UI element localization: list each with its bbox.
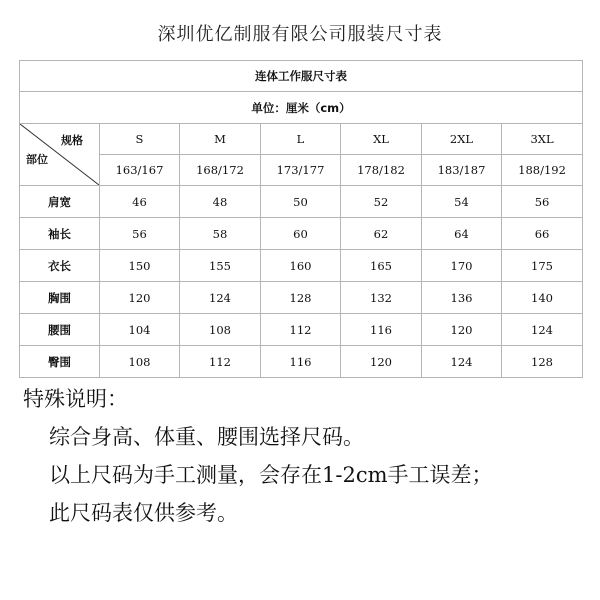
size-cell: M [180, 124, 261, 155]
value-cell: 52 [341, 186, 422, 218]
unit-label: 单位：厘米（cm） [20, 92, 583, 124]
height-cell: 163/167 [100, 155, 180, 186]
note-line: 此尺码表仅供参考。 [49, 501, 238, 525]
special-notes [23, 380, 493, 532]
table-title-row [20, 61, 583, 92]
page-title: 深圳优亿制服有限公司服装尺寸表 [157, 24, 443, 45]
size-header-row [20, 124, 583, 155]
value-cell: 124 [180, 282, 261, 314]
corner-part-label: 部位 [26, 153, 48, 166]
size-cell: 3XL [502, 124, 583, 155]
note-line: 综合身高、体重、腰围选择尺码。 [49, 425, 364, 449]
value-cell: 160 [261, 250, 341, 282]
value-cell: 54 [422, 186, 502, 218]
value-cell: 56 [502, 186, 583, 218]
value-cell: 56 [100, 218, 180, 250]
value-cell: 60 [261, 218, 341, 250]
value-cell: 140 [502, 282, 583, 314]
height-header-row [20, 155, 583, 186]
value-cell: 108 [180, 314, 261, 346]
value-cell: 116 [341, 314, 422, 346]
height-cell: 188/192 [502, 155, 583, 186]
part-label: 袖长 [20, 218, 100, 250]
value-cell: 165 [341, 250, 422, 282]
table-row [20, 314, 583, 346]
table-row [20, 186, 583, 218]
value-cell: 150 [100, 250, 180, 282]
value-cell: 120 [100, 282, 180, 314]
value-cell: 120 [341, 346, 422, 378]
size-table [19, 60, 583, 378]
corner-spec-label: 规格 [61, 134, 83, 147]
size-cell: L [261, 124, 341, 155]
part-label: 腰围 [20, 314, 100, 346]
table-row [20, 282, 583, 314]
height-cell: 173/177 [261, 155, 341, 186]
corner-header-cell [20, 124, 100, 186]
value-cell: 104 [100, 314, 180, 346]
value-cell: 116 [261, 346, 341, 378]
value-cell: 128 [261, 282, 341, 314]
table-row [20, 250, 583, 282]
value-cell: 124 [422, 346, 502, 378]
height-cell: 178/182 [341, 155, 422, 186]
table-row [20, 218, 583, 250]
value-cell: 66 [502, 218, 583, 250]
value-cell: 50 [261, 186, 341, 218]
value-cell: 64 [422, 218, 502, 250]
height-cell: 168/172 [180, 155, 261, 186]
value-cell: 120 [422, 314, 502, 346]
size-cell: XL [341, 124, 422, 155]
value-cell: 108 [100, 346, 180, 378]
value-cell: 58 [180, 218, 261, 250]
value-cell: 170 [422, 250, 502, 282]
height-cell: 183/187 [422, 155, 502, 186]
size-cell: 2XL [422, 124, 502, 155]
value-cell: 175 [502, 250, 583, 282]
value-cell: 124 [502, 314, 583, 346]
value-cell: 112 [261, 314, 341, 346]
value-cell: 128 [502, 346, 583, 378]
value-cell: 46 [100, 186, 180, 218]
value-cell: 48 [180, 186, 261, 218]
part-label: 臀围 [20, 346, 100, 378]
part-label: 衣长 [20, 250, 100, 282]
table-title: 连体工作服尺寸表 [20, 61, 583, 92]
value-cell: 62 [341, 218, 422, 250]
part-label: 肩宽 [20, 186, 100, 218]
part-label: 胸围 [20, 282, 100, 314]
value-cell: 155 [180, 250, 261, 282]
size-cell: S [100, 124, 180, 155]
value-cell: 136 [422, 282, 502, 314]
value-cell: 112 [180, 346, 261, 378]
value-cell: 132 [341, 282, 422, 314]
note-line: 以上尺码为手工测量，会存在1-2cm手工误差； [49, 463, 493, 487]
table-row [20, 346, 583, 378]
notes-heading: 特殊说明： [23, 387, 128, 411]
table-unit-row [20, 92, 583, 124]
